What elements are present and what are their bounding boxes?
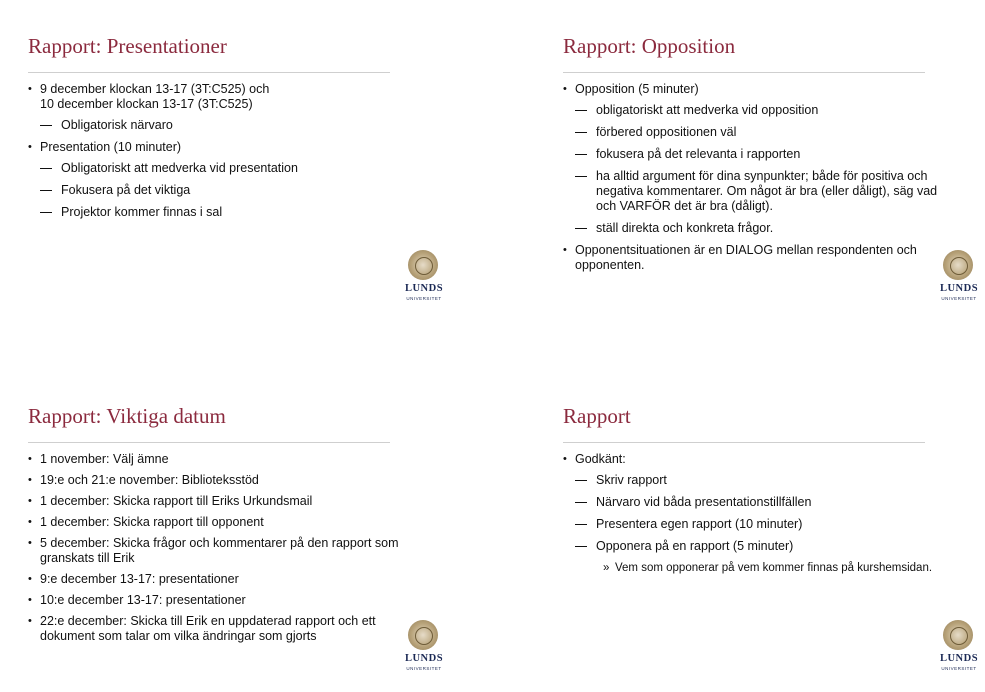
dash-marker-icon [40,125,52,126]
dash-marker-icon [575,132,587,133]
title-divider [28,442,390,443]
sub-bullet-item [563,517,943,532]
bullet-text: Opponera på en rapport (5 minuter) [596,539,794,553]
slide-body [28,82,428,227]
title-divider [563,72,925,73]
dash-marker-icon [575,524,587,525]
bullet-text: Skriv rapport [596,473,667,487]
logo-subtitle: UNIVERSITET [406,666,442,671]
bullet-item [28,614,428,644]
dash-marker-icon [575,228,587,229]
sub-bullet-item [563,103,943,118]
lunds-universitet-logo [937,250,981,306]
bullet-item [28,572,428,587]
slide-body [28,452,428,650]
dash-marker-icon [575,546,587,547]
sub-bullet-item [28,183,428,198]
bullet-text: Godkänt: [575,452,626,466]
bullet-text: 22:e december: Skicka till Erik en uppdaterad rapport och ett dokument som talar om vilka ändringar som gjorts [40,614,376,643]
logo-subtitle: UNIVERSITET [941,666,977,671]
dash-marker-icon [575,502,587,503]
bullet-item [28,452,428,467]
bullet-text: Opponentsituationen är en DIALOG mellan respondenten och opponenten. [575,243,917,272]
bullet-text: förbered oppositionen väl [596,125,737,139]
sub-bullet-item [563,125,943,140]
sub-bullet-item [28,118,428,133]
bullet-item [28,515,428,530]
title-divider [28,72,390,73]
bullet-text: 9:e december 13-17: presentationer [40,572,239,586]
bullet-text: 1 december: Skicka rapport till opponent [40,515,264,529]
bullet-text: Presentation (10 minuter) [40,140,182,154]
lunds-universitet-logo [937,620,981,676]
bullet-text: Fokusera på det viktiga [61,183,191,197]
bullet-text: 1 december: Skicka rapport till Eriks Urkundsmail [40,494,313,508]
slide-title: Rapport [563,404,631,428]
sub-bullet-item [28,205,428,220]
sub-bullet-item [563,147,943,162]
slide-rapport [545,380,985,680]
logo-name: LUNDS [939,653,979,664]
university-seal-icon [408,250,438,280]
bullet-text: ha alltid argument för dina synpunkter; både för positiva och negativa kommentarer. Om något är bra (eller dåligt), säg vad och VARFÖR det är bra (dåligt). [596,169,938,213]
bullet-text: Opposition (5 minuter) [575,82,699,96]
bullet-text: Närvaro vid båda presentationstillfällen [596,495,812,509]
logo-subtitle: UNIVERSITET [941,296,977,301]
bullet-text: ställ direkta och konkreta frågor. [596,221,774,235]
bullet-item [563,243,943,273]
raquo-marker-icon: » [603,562,610,574]
bullet-item [28,536,428,566]
sub-bullet-item [563,539,943,554]
university-seal-icon [408,620,438,650]
bullet-text: Presentera egen rapport (10 minuter) [596,517,803,531]
slide-viktiga-datum [10,380,450,680]
dash-marker-icon [40,212,52,213]
bullet-item [563,452,943,467]
bullet-item [28,473,428,488]
bullet-text: fokusera på det relevanta i rapporten [596,147,801,161]
logo-name: LUNDS [404,283,444,294]
sub-bullet-item [563,169,943,214]
dash-marker-icon [575,480,587,481]
dash-marker-icon [40,190,52,191]
lunds-universitet-logo [402,620,446,676]
bullet-item [28,494,428,509]
dash-marker-icon [575,110,587,111]
bullet-text: obligatoriskt att medverka vid opposition [596,103,819,117]
logo-name: LUNDS [404,653,444,664]
slide-presentationer [10,10,450,310]
bullet-text: Projektor kommer finnas i sal [61,205,223,219]
sub-sub-bullet-item [563,561,943,575]
slide-body [563,82,943,279]
sub-bullet-item [28,161,428,176]
bullet-text: 9 december klockan 13-17 (3T:C525) och 10 december klockan 13-17 (3T:C525) [40,82,270,111]
dash-marker-icon [575,154,587,155]
bullet-text: 5 december: Skicka frågor och kommentarer på den rapport som granskats till Erik [40,536,399,565]
logo-name: LUNDS [939,283,979,294]
slide-title: Rapport: Presentationer [28,34,227,58]
bullet-text: 1 november: Välj ämne [40,452,169,466]
university-seal-icon [943,250,973,280]
bullet-item [28,140,428,155]
bullet-text: Obligatorisk närvaro [61,118,173,132]
slide-title: Rapport: Viktiga datum [28,404,226,428]
dash-marker-icon [575,176,587,177]
sub-bullet-item [563,495,943,510]
slide-body [563,452,943,581]
bullet-item [563,82,943,97]
bullet-text: Obligatoriskt att medverka vid presentation [61,161,298,175]
dash-marker-icon [40,168,52,169]
sub-bullet-item [563,221,943,236]
university-seal-icon [943,620,973,650]
title-divider [563,442,925,443]
sub-bullet-item [563,473,943,488]
bullet-text: Vem som opponerar på vem kommer finnas på kurshemsidan. [615,562,933,574]
bullet-text: 10:e december 13-17: presentationer [40,593,246,607]
lunds-universitet-logo [402,250,446,306]
slide-title: Rapport: Opposition [563,34,736,58]
bullet-item [28,593,428,608]
logo-subtitle: UNIVERSITET [406,296,442,301]
slide-opposition [545,10,985,310]
bullet-item [28,82,428,112]
bullet-text: 19:e och 21:e november: Biblioteksstöd [40,473,259,487]
